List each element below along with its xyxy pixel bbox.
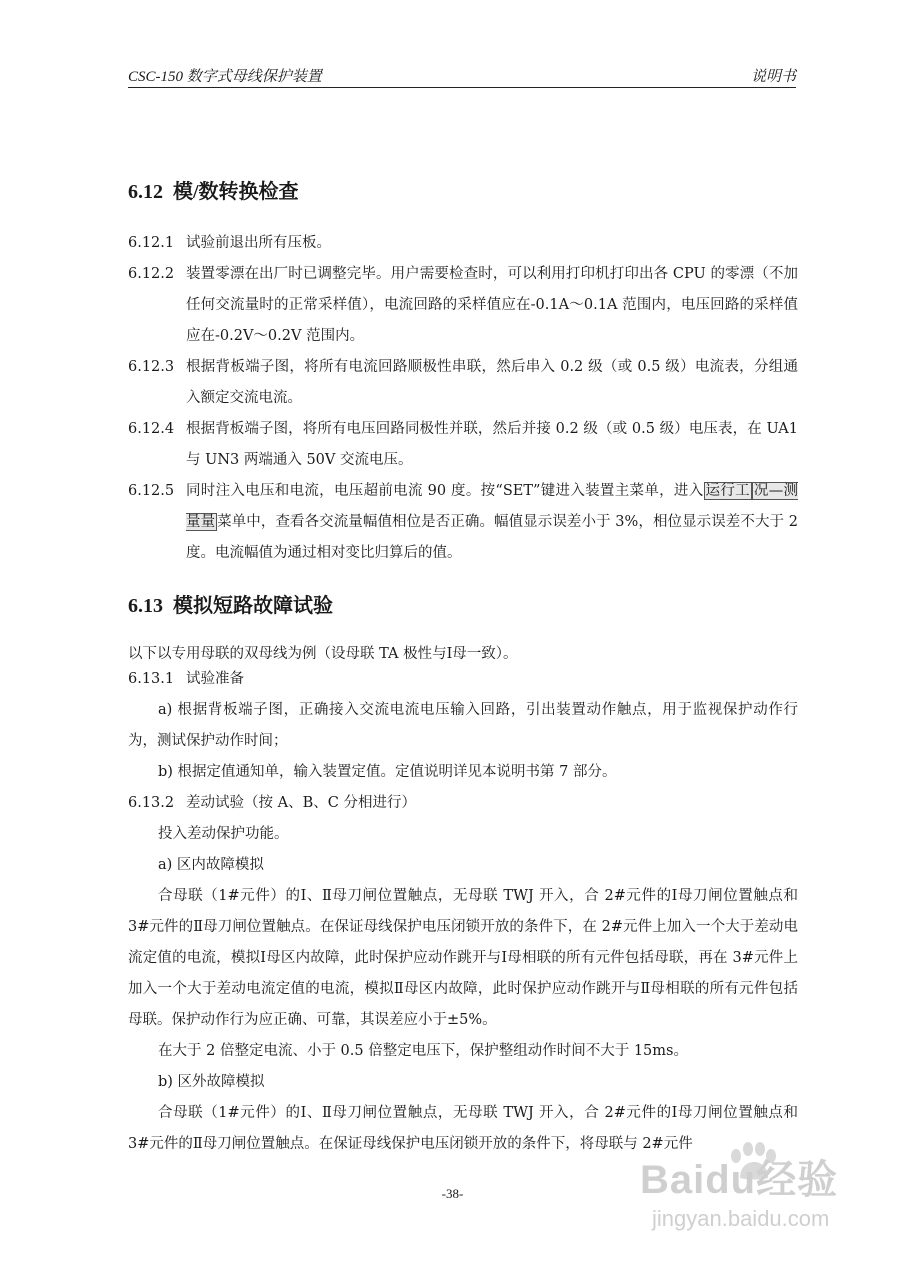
enable-diff-protection: 投入差动保护功能。 <box>158 826 289 842</box>
baidu-watermark <box>640 1148 870 1258</box>
item-text-after: 菜单中，查看各交流量幅值相位是否正确。幅值显示误差小于 3%，相位显示误差不大于 2 度。电流幅值为通过相对变比归算后的值。 <box>186 514 799 561</box>
section-heading-6-12 <box>128 175 299 204</box>
page-number: -38- <box>441 1186 464 1201</box>
section-heading-6-13 <box>128 589 333 618</box>
external-fault-text: 合母联（1#元件）的Ⅰ、Ⅱ母刀闸位置触点，无母联 TWJ 开入，合 2#元件的Ⅰ母刀闸位置触点和 3#元件的Ⅱ母刀闸位置触点。在保证母线保护电压闭锁开放的条件下，将母联与 2#元件 <box>128 1105 798 1152</box>
item-text-before: 同时注入电压和电流，电压超前电流 90 度。按“SET”键进入装置主菜单，进入 <box>186 483 704 499</box>
section-intro: 以下以专用母联的双母线为例（设母联 TA 极性与Ⅰ母一致）。 <box>128 646 518 662</box>
item-number: 6.12.1 <box>128 235 175 251</box>
watermark-url: jingyan.baidu.com <box>652 1206 830 1231</box>
item-6-12-3 <box>128 352 798 414</box>
section-number: 6.12 <box>128 181 163 203</box>
section-number: 6.13 <box>128 595 163 617</box>
item-number: 6.12.2 <box>128 266 175 282</box>
section-title: 模/数转换检查 <box>173 181 299 203</box>
item-6-13-1 <box>128 664 798 695</box>
section-title: 模拟短路故障试验 <box>173 595 333 617</box>
internal-fault-text: 合母联（1#元件）的Ⅰ、Ⅱ母刀闸位置触点，无母联 TWJ 开入，合 2#元件的Ⅰ母刀闸位置触点和 3#元件的Ⅱ母刀闸位置触点。在保证母线保护电压闭锁开放的条件下，在 2#元件上加入一个大于差动电流定值的电流，模拟Ⅰ母区内故障，此时保护应动作跳开与Ⅰ母相联的所有元件包括母联，再在 3#元件上加入一个大于差动电流定值的电流，模拟Ⅱ母区内故障，此时保护应动作跳开与Ⅱ母相联的所有元件包括母联。保护动作行为应正确、可靠，其误差应小于±5%。 <box>128 888 798 1028</box>
internal-fault-title: a) 区内故障模拟 <box>158 857 264 873</box>
item-number: 6.13.2 <box>128 795 175 811</box>
item-number: 6.13.1 <box>128 671 175 687</box>
item-text: 装置零漂在出厂时已调整完毕。用户需要检查时，可以利用打印机打印出各 CPU 的零漂（不加任何交流量时的正常采样值），电流回路的采样值应在-0.1A～0.1A 范围内，电压回路的采样值应在-0.2V～0.2V 范围内。 <box>186 266 798 344</box>
header-doc-type: 说明书 <box>750 69 796 85</box>
item-title: 试验准备 <box>186 671 244 687</box>
item-6-12-1 <box>128 228 798 259</box>
prep-step-b: b) 根据定值通知单，输入装置定值。定值说明详见本说明书第 7 部分。 <box>158 764 617 780</box>
item-6-12-5 <box>128 476 798 569</box>
item-number: 6.12.5 <box>128 483 175 499</box>
item-text <box>186 476 798 569</box>
external-fault-title: b) 区外故障模拟 <box>158 1074 265 1090</box>
internal-fault-time: 在大于 2 倍整定电流、小于 0.5 倍整定电压下，保护整组动作时间不大于 15ms。 <box>158 1043 688 1059</box>
item-title: 差动试验（按 A、B、C 分相进行） <box>186 795 416 811</box>
menu-path-highlight-1: 运行工 <box>705 483 750 499</box>
item-number: 6.12.3 <box>128 359 175 375</box>
item-text: 根据背板端子图，将所有电流回路顺极性串联，然后串入 0.2 级（或 0.5 级）电流表，分组通入额定交流电流。 <box>186 359 798 406</box>
item-text: 试验前退出所有压板。 <box>186 235 331 251</box>
item-number: 6.12.4 <box>128 421 175 437</box>
menu-path-highlight-2: 况—测量量 <box>186 483 799 530</box>
item-6-12-4 <box>128 414 798 476</box>
item-text: 根据背板端子图，将所有电压回路同极性并联，然后并接 0.2 级（或 0.5 级）电压表，在 UA1 与 UN3 两端通入 50V 交流电压。 <box>186 421 798 468</box>
item-6-13-2 <box>128 788 798 819</box>
header-title: CSC-150 数字式母线保护装置 <box>128 69 322 85</box>
page-header <box>128 63 796 88</box>
item-6-12-2 <box>128 259 798 352</box>
watermark-logo: Baidu经验 <box>640 1158 839 1202</box>
prep-step-a: a) 根据背板端子图，正确接入交流电流电压输入回路，引出装置动作触点，用于监视保护动作行为，测试保护动作时间； <box>128 702 798 749</box>
